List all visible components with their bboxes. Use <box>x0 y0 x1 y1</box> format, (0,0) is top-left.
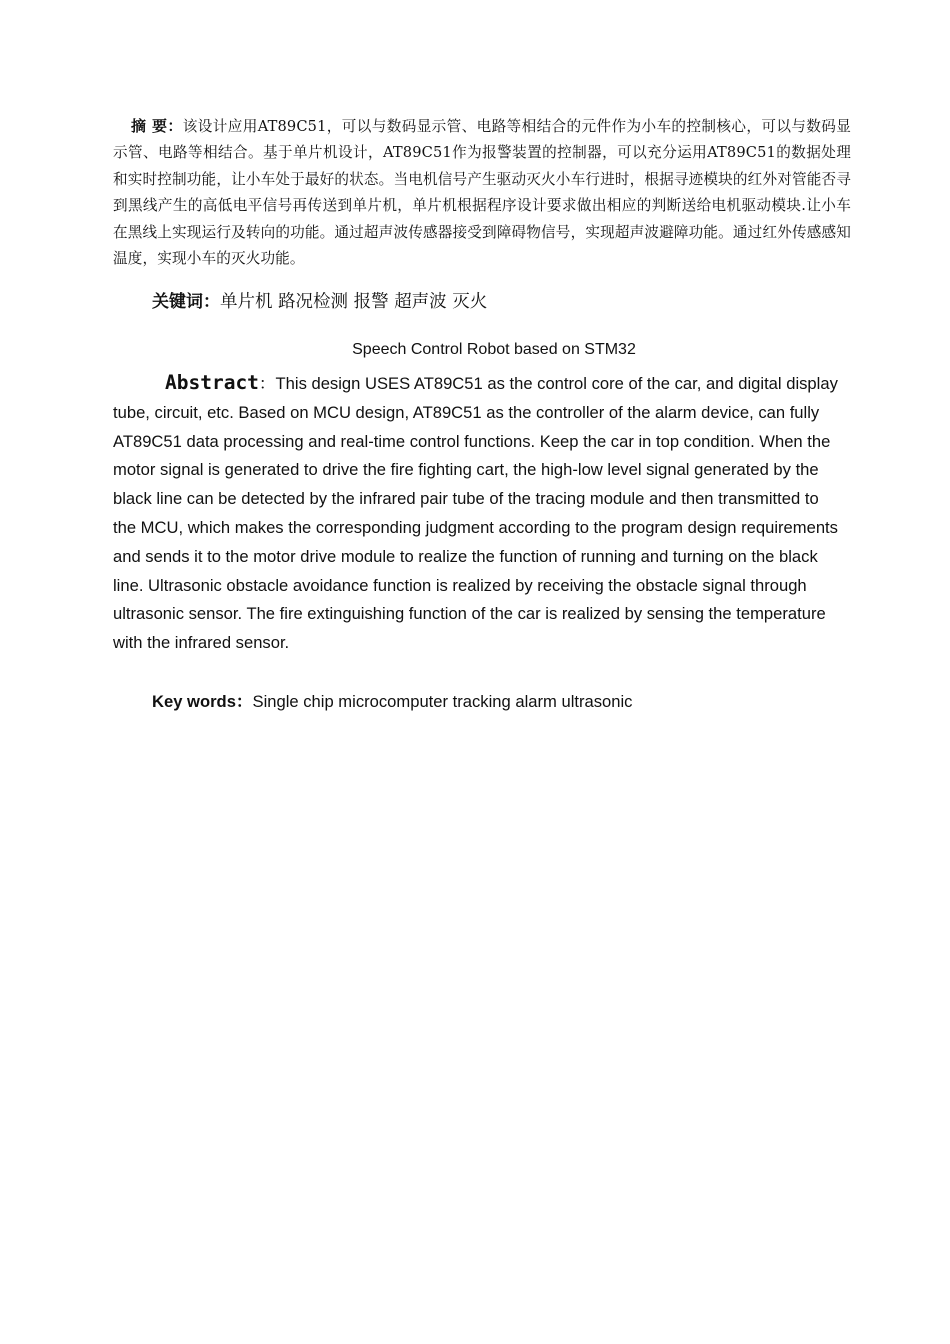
chinese-abstract-label: 摘 要： <box>131 117 183 135</box>
english-keywords-label: Key words： <box>152 692 253 711</box>
chinese-abstract-body: 该设计应用AT89C51，可以与数码显示管、电路等相结合的元件作为小车的控制核心，可以与数码显示管、电路等相结合。基于单片机设计，AT89C51作为报警装置的控制器，可以充分运用AT89C51的数据处理和实时控制功能，让小车处于最好的状态。当电机信号产生驱动灭火小车行进时，根据寻迹模块的红外对管能否寻到黑线产生的高低电平信号再传送到单片机，单片机根据程序设计要求做出相应的判断送给电机驱动模块.让小车在黑线上实现运行及转向的功能。通过超声波传感器接受到障碍物信号，实现超声波避障功能。通过红外传感感知温度，实现小车的灭火功能。 <box>113 118 851 268</box>
english-keywords-value: Single chip microcomputer tracking alarm ultrasonic <box>252 692 633 711</box>
chinese-keywords-label: 关键词： <box>152 292 220 312</box>
chinese-keywords-value: 单片机 路况检测 报警 超声波 灭火 <box>220 292 488 312</box>
chinese-keywords <box>152 288 487 316</box>
english-abstract <box>113 369 841 658</box>
english-abstract-separator: ： <box>258 374 276 393</box>
english-keywords <box>152 689 632 715</box>
english-title: Speech Control Robot based on STM32 <box>352 341 636 358</box>
english-abstract-body: This design USES AT89C51 as the control core of the car, and digital display tube, circuit, etc. Based on MCU design, AT89C51 as the controller of the alarm device, can fully AT89C51 data processing and real-time control functions. Keep the car in top condition. When the motor signal is generated to drive the fire fighting cart, the high-low level signal generated by the black line can be detected by the infrared pair tube of the tracing module and then transmitted to the MCU, which makes the corresponding judgment according to the program design requirements and sends it to the motor drive module to realize the function of running and turning on the black line. Ultrasonic obstacle avoidance function is realized by receiving the obstacle signal through ultrasonic sensor. The fire extinguishing function of the car is realized by sensing the temperature with the infrared sensor. <box>113 374 838 653</box>
english-abstract-label: Abstract <box>165 371 259 394</box>
chinese-abstract <box>113 113 851 272</box>
